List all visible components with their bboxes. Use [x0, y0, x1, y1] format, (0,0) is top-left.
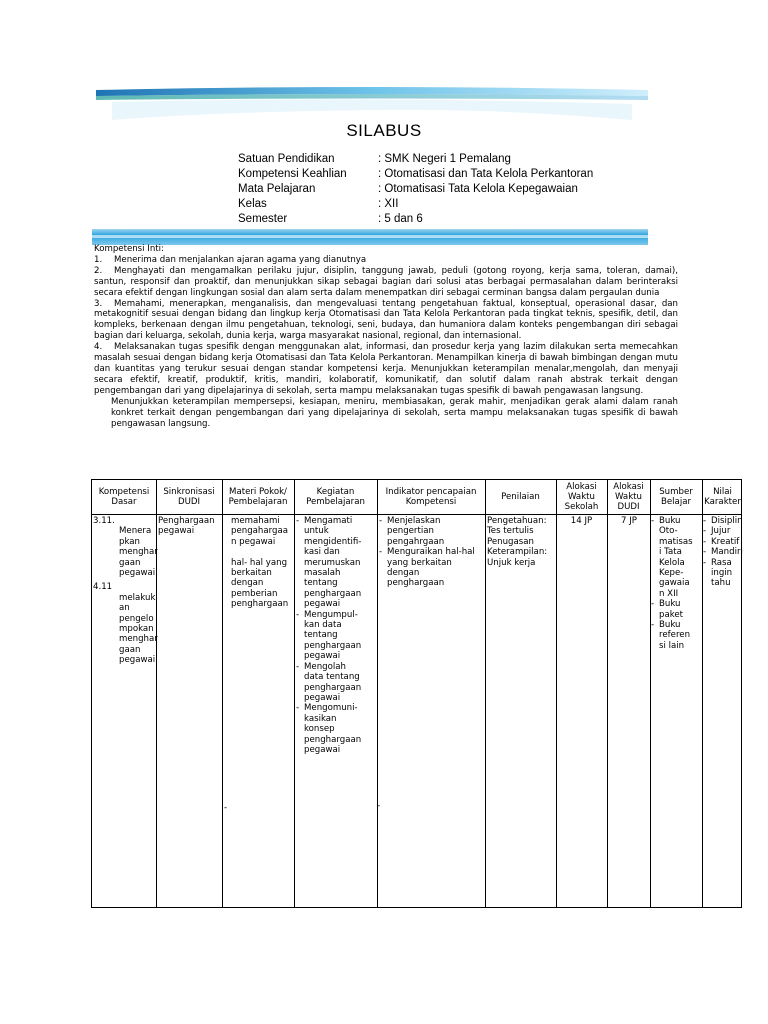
nilai-cell	[703, 516, 743, 589]
cell-line: hal- hal yang	[231, 557, 288, 568]
table-header: Nilai Karakter	[704, 487, 741, 507]
meta-row	[238, 212, 593, 227]
bullet-dash: -	[703, 516, 707, 526]
cell-line	[296, 683, 376, 693]
bullet-dash	[296, 724, 304, 734]
cell-line	[379, 516, 484, 526]
alokasi-dudi-cell	[608, 516, 650, 526]
bullet-text: Buku	[659, 620, 681, 631]
cell-line	[703, 558, 743, 568]
bullet-text: tentang	[304, 630, 338, 641]
ki-heading: Kompetensi Inti:	[94, 244, 164, 254]
bullet-text: ingin	[711, 568, 733, 579]
bullet-dash	[379, 526, 387, 536]
bullet-text: Menguraikan hal-hal	[387, 547, 475, 558]
kd-cell	[92, 516, 158, 666]
ki-item	[94, 255, 678, 266]
bullet-text: masalah	[304, 568, 341, 579]
cell-line	[296, 630, 376, 640]
cell-line: pegawai	[119, 568, 156, 579]
sumber-cell	[651, 516, 702, 651]
bullet-text: merumuskan	[304, 557, 361, 568]
table-header: Sumber Belajar	[659, 487, 693, 507]
bullet-text: Mengamati	[304, 516, 353, 526]
ki-number: 2.	[94, 265, 103, 276]
stray-mark: -	[224, 803, 228, 813]
cell-line: pemberian	[231, 588, 278, 599]
column-divider	[294, 480, 295, 907]
dudi-cell	[158, 516, 222, 537]
bullet-text: konsep	[304, 724, 335, 735]
page-title: SILABUS	[346, 121, 422, 140]
bullet-dash	[296, 683, 304, 693]
bullet-text: tahu	[711, 578, 731, 589]
cell-line: mpokan	[119, 624, 154, 635]
cell-line	[296, 526, 376, 536]
bullet-text: Kreatif	[711, 536, 740, 547]
bullet-dash	[296, 558, 304, 568]
bullet-dash	[651, 547, 659, 557]
ki-number: 1.	[94, 254, 103, 265]
cell-line	[296, 537, 376, 547]
bullet-dash	[296, 537, 304, 547]
cell-line	[651, 526, 702, 536]
bullet-text: Buku	[659, 599, 681, 610]
cell-line: 4.11	[93, 582, 113, 593]
cell-line	[703, 547, 743, 557]
bullet-text: referen	[659, 630, 691, 641]
bullet-text: kan data	[304, 620, 342, 631]
cell-line: memahami	[231, 516, 280, 526]
bullet-dash: -	[379, 547, 383, 558]
bullet-dash: -	[296, 661, 300, 672]
bullet-text: tentang	[304, 578, 338, 589]
bullet-dash	[296, 630, 304, 640]
cell-line	[296, 745, 376, 755]
cell-line	[703, 526, 743, 536]
column-divider	[156, 480, 157, 907]
cell-line	[296, 672, 376, 682]
bullet-dash	[651, 526, 659, 536]
cell-line	[296, 724, 376, 734]
column-divider	[377, 480, 381, 907]
bullet-text: pengahrgaan	[387, 536, 445, 547]
column-divider	[222, 480, 223, 907]
bullet-dash: -	[703, 557, 707, 568]
bullet-text: Disiplin	[711, 516, 743, 526]
cell-line	[651, 641, 702, 651]
cell-line	[703, 578, 743, 588]
bullet-dash	[296, 526, 304, 536]
bullet-dash	[296, 599, 304, 609]
cell-line	[296, 568, 376, 578]
bullet-dash	[296, 620, 304, 630]
cell-line	[651, 599, 702, 609]
bullet-dash: -	[296, 609, 300, 620]
bullet-dash: -	[651, 516, 655, 526]
stray-mark: -	[377, 801, 381, 811]
cell-line	[379, 547, 484, 557]
cell-line	[296, 735, 376, 745]
cell-line: Tes tertulis	[487, 526, 534, 537]
meta-label: Semester	[238, 213, 288, 225]
cell-line	[296, 578, 376, 588]
cell-line: pegawai	[158, 526, 195, 537]
syllabus-table	[91, 479, 742, 908]
bullet-text: Kepe-	[659, 568, 684, 579]
bullet-text: penghargaan	[387, 578, 445, 589]
meta-row	[238, 167, 593, 182]
ki-text: Menghayati dan mengamalkan perilaku jujur, disiplin, tanggung jawab, peduli (gotong royong, kerja sama, toleran, damai), santun, responsif dan proaktif, dan menunjukkan sikap sebagai bagian dari solusi atas berbagai permasalahan dalam berinteraksi secara efektif dengan lingkungan sosial dan alam serta dalam menempatkan diri sebagai cerminan bangsa dalam pergaulan dunia	[94, 265, 678, 298]
bullet-dash: -	[703, 526, 707, 537]
cell-line: dengan	[231, 578, 264, 589]
column-divider	[485, 480, 486, 907]
cell-line	[296, 610, 376, 620]
meta-value: : Otomatisasi Tata Kelola Kepegawaian	[378, 183, 578, 195]
table-header: Alokasi Waktu DUDI	[613, 482, 644, 512]
meta-value: : 5 dan 6	[378, 213, 423, 225]
bullet-text: pegawai	[304, 651, 341, 662]
ki-item	[94, 342, 678, 397]
bullet-text: Mengomuni-	[304, 703, 358, 714]
bullet-dash: -	[703, 547, 707, 558]
bullet-text: Mengolah	[304, 661, 346, 672]
bullet-text: penghargaan	[304, 734, 362, 745]
cell-line	[651, 589, 702, 599]
bullet-text: gawaia	[659, 578, 690, 589]
bullet-text: pegawai	[304, 599, 341, 610]
bullet-text: n XII	[659, 588, 679, 599]
bullet-dash	[379, 558, 387, 568]
cell-line	[296, 620, 376, 630]
header-banner	[92, 84, 652, 124]
cell-line: pkan	[119, 536, 140, 547]
bullet-dash	[296, 693, 304, 703]
bullet-dash: -	[651, 620, 655, 631]
cell-line: an	[119, 603, 130, 614]
bullet-dash	[703, 578, 711, 588]
cell-line: penghargaan	[231, 599, 289, 610]
bullet-dash	[651, 537, 659, 547]
cell-line: Pengetahuan:	[487, 516, 547, 526]
cell-line	[651, 547, 702, 557]
meta-value: : XII	[378, 198, 399, 210]
meta-row	[238, 197, 593, 212]
cell-line	[651, 578, 702, 588]
cell-line	[296, 599, 376, 609]
cell-line: pegawai	[119, 655, 156, 666]
meta-label: Mata Pelajaran	[238, 183, 316, 195]
table-header: Sinkronisasi DUDI	[163, 487, 215, 507]
bullet-text: Rasa	[711, 557, 732, 568]
cell-line	[379, 558, 484, 568]
cell-line	[296, 516, 376, 526]
cell-line: gaan	[119, 644, 141, 655]
kegiatan-cell	[296, 516, 376, 755]
cell-line	[296, 703, 376, 713]
meta-value: : SMK Negeri 1 Pemalang	[378, 153, 511, 165]
bullet-text: pegawai	[304, 744, 341, 755]
cell-line: menghar	[119, 634, 158, 645]
cell-line	[703, 537, 743, 547]
bullet-text: Mengumpul-	[304, 609, 358, 620]
cell-line	[703, 516, 743, 526]
bullet-dash: -	[379, 516, 383, 526]
cell-line: Unjuk kerja	[487, 557, 536, 568]
bullet-dash	[651, 641, 659, 651]
meta-row	[238, 152, 593, 167]
ki-item	[94, 299, 678, 343]
bullet-text: Jujur	[711, 526, 731, 537]
cell-line: pengelo	[119, 613, 154, 624]
meta-label: Kompetensi Keahlian	[238, 168, 347, 180]
cell-line	[296, 693, 376, 703]
bullet-dash	[703, 568, 711, 578]
bullet-text: matisas	[659, 536, 693, 547]
syllabus-meta	[238, 152, 593, 227]
cell-line	[296, 589, 376, 599]
bullet-text: penghargaan	[304, 640, 362, 651]
bullet-dash	[296, 651, 304, 661]
bullet-dash: -	[296, 703, 300, 714]
bullet-dash	[296, 735, 304, 745]
ki-item	[94, 266, 678, 299]
bullet-dash	[651, 589, 659, 599]
bullet-dash	[296, 589, 304, 599]
bullet-dash	[296, 672, 304, 682]
bullet-dash: -	[296, 516, 300, 526]
bullet-dash	[296, 568, 304, 578]
cell-line	[296, 714, 376, 724]
ki-text: Melaksanakan tugas spesifik dengan menggunakan alat, informasi, dan prosedur kerja yang lazim dilakukan serta memecahkan masalah sesuai dengan bidang kerja Otomatisasi dan Tata Kelola Perkantoran. Menampilkan kinerja di bawah bimbingan dengan mutu dan kuantitas yang terukur sesuai dengan standar kompetensi kerja. Menunjukkan keterampilan menalar,mengolah, dan menyaji secara efektif, kreatif, produktif, kritis, mandiri, kolaboratif, komunikatif, dan solutif dalam ranah abstrak terkait dengan pengembangan dari yang dipelajarinya di sekolah, serta mampu melaksanakan tugas spesifik di bawah pengawasan langsung.	[94, 342, 678, 396]
bullet-dash	[296, 547, 304, 557]
bullet-text: kasi dan	[304, 547, 340, 558]
bullet-text: si lain	[659, 640, 685, 651]
bullet-text: untuk	[304, 526, 329, 537]
bullet-text: Kelola	[659, 557, 685, 568]
bullet-text: data tentang	[304, 672, 360, 683]
bullet-dash	[379, 568, 387, 578]
table-header: Materi Pokok/ Pembelajaran	[228, 487, 288, 507]
cell-line	[379, 568, 484, 578]
ki-text: Memahami, menerapkan, menganalisis, dan mengevaluasi tentang pengetahuan faktual, konseptual, operasional dasar, dan metakognitif sesuai dengan bidang dan lingkup kerja Otomatisasi dan Tata Kelola Perkantoran pada tingkat teknis, spesifik, detil, dan kompleks, berkenaan dengan ilmu pengetahuan, teknologi, seni, budaya, dan humaniora dalam konteks pengembangan diri sebagai bagian dari keluarga, sekolah, dunia kerja, warga masyarakat nasional, regional, dan internasional.	[94, 298, 678, 342]
alokasi-sekolah-cell	[557, 516, 606, 526]
cell-line	[296, 662, 376, 672]
bullet-dash	[651, 568, 659, 578]
bullet-dash	[296, 578, 304, 588]
bullet-text: pegawai	[304, 692, 341, 703]
meta-value: : Otomatisasi dan Tata Kelola Perkantoran	[378, 168, 594, 180]
bullet-text: i Tata	[659, 547, 682, 558]
table-header: Kegiatan Pembelajaran	[306, 487, 365, 507]
kompetensi-inti	[94, 244, 678, 429]
cell-line	[651, 537, 702, 547]
cell-line	[651, 558, 702, 568]
column-divider	[556, 480, 557, 907]
bullet-dash	[651, 630, 659, 640]
cell-line: pengahargaa	[231, 526, 288, 537]
divider-banner	[92, 229, 648, 245]
bullet-text: paket	[659, 609, 684, 620]
header-divider	[92, 514, 741, 515]
bullet-text: kasikan	[304, 713, 337, 724]
cell-line: berkaitan	[231, 568, 272, 579]
bullet-dash	[379, 578, 387, 588]
cell-line	[296, 547, 376, 557]
cell-line: n pegawai	[231, 536, 276, 547]
bullet-text: yang berkaitan	[387, 557, 452, 568]
penilaian-cell	[487, 516, 555, 568]
table-header: Penilaian	[501, 492, 540, 502]
ki-number: 3.	[94, 298, 103, 309]
ki-text: Menerima dan menjalankan ajaran agama yang dianutnya	[114, 254, 367, 265]
bullet-text: penghargaan	[304, 682, 362, 693]
table-header: Alokasi Waktu Sekolah	[564, 482, 599, 512]
bullet-dash	[296, 714, 304, 724]
bullet-text: mengidentifi-	[304, 536, 362, 547]
cell-line	[379, 526, 484, 536]
table-header: Indikator pencapaian Kompetensi	[385, 487, 477, 507]
cell-line: 3.11.	[93, 516, 115, 526]
cell-line	[651, 516, 702, 526]
cell-line: menghar	[119, 547, 158, 558]
meta-row	[238, 182, 593, 197]
bullet-text: Mandiri	[711, 547, 743, 558]
cell-line	[296, 641, 376, 651]
cell-line: gaan	[119, 557, 141, 568]
cell-line: Keterampilan:	[487, 547, 548, 558]
column-divider	[607, 480, 608, 907]
cell-line	[651, 610, 702, 620]
bullet-dash	[379, 537, 387, 547]
cell-line	[651, 630, 702, 640]
bullet-text: Buku	[659, 516, 681, 526]
cell-line: 7 JP	[621, 516, 637, 526]
materi-cell	[231, 516, 293, 610]
cell-line	[296, 651, 376, 661]
cell-line: melakuk	[119, 592, 156, 603]
bullet-dash: -	[703, 536, 707, 547]
meta-label: Satuan Pendidikan	[238, 153, 335, 165]
cell-line: Penghargaan	[158, 516, 215, 526]
cell-line	[651, 568, 702, 578]
cell-line: 14 JP	[570, 516, 593, 526]
bullet-dash	[296, 745, 304, 755]
bullet-dash	[651, 558, 659, 568]
bullet-text: pengertian	[387, 526, 434, 537]
cell-line	[651, 620, 702, 630]
bullet-text: Menjelaskan	[387, 516, 441, 526]
cell-line: Menera	[119, 526, 152, 537]
bullet-text: dengan	[387, 568, 420, 579]
cell-line	[296, 558, 376, 568]
cell-line	[703, 568, 743, 578]
cell-line: Penugasan	[487, 536, 534, 547]
bullet-dash	[651, 610, 659, 620]
bullet-text: Oto-	[659, 526, 678, 537]
bullet-dash: -	[651, 599, 655, 610]
ki-item: Menunjukkan keterampilan mempersepsi, kesiapan, meniru, membiasakan, gerak mahir, menjadikan gerak alami dalam ranah konkret terkait dengan pengembangan dari yang dipelajarinya di sekolah, serta mampu melaksanakan tugas spesifik di bawah pengawasan langsung.	[111, 396, 678, 429]
bullet-text: penghargaan	[304, 588, 362, 599]
table-header: Kompetensi Dasar	[98, 487, 150, 507]
meta-label: Kelas	[238, 198, 267, 210]
bullet-dash	[651, 578, 659, 588]
cell-line	[231, 547, 293, 557]
cell-line	[379, 578, 484, 588]
bullet-dash	[296, 641, 304, 651]
ki-number: 4.	[94, 342, 103, 353]
cell-line	[379, 537, 484, 547]
indikator-cell	[379, 516, 484, 589]
